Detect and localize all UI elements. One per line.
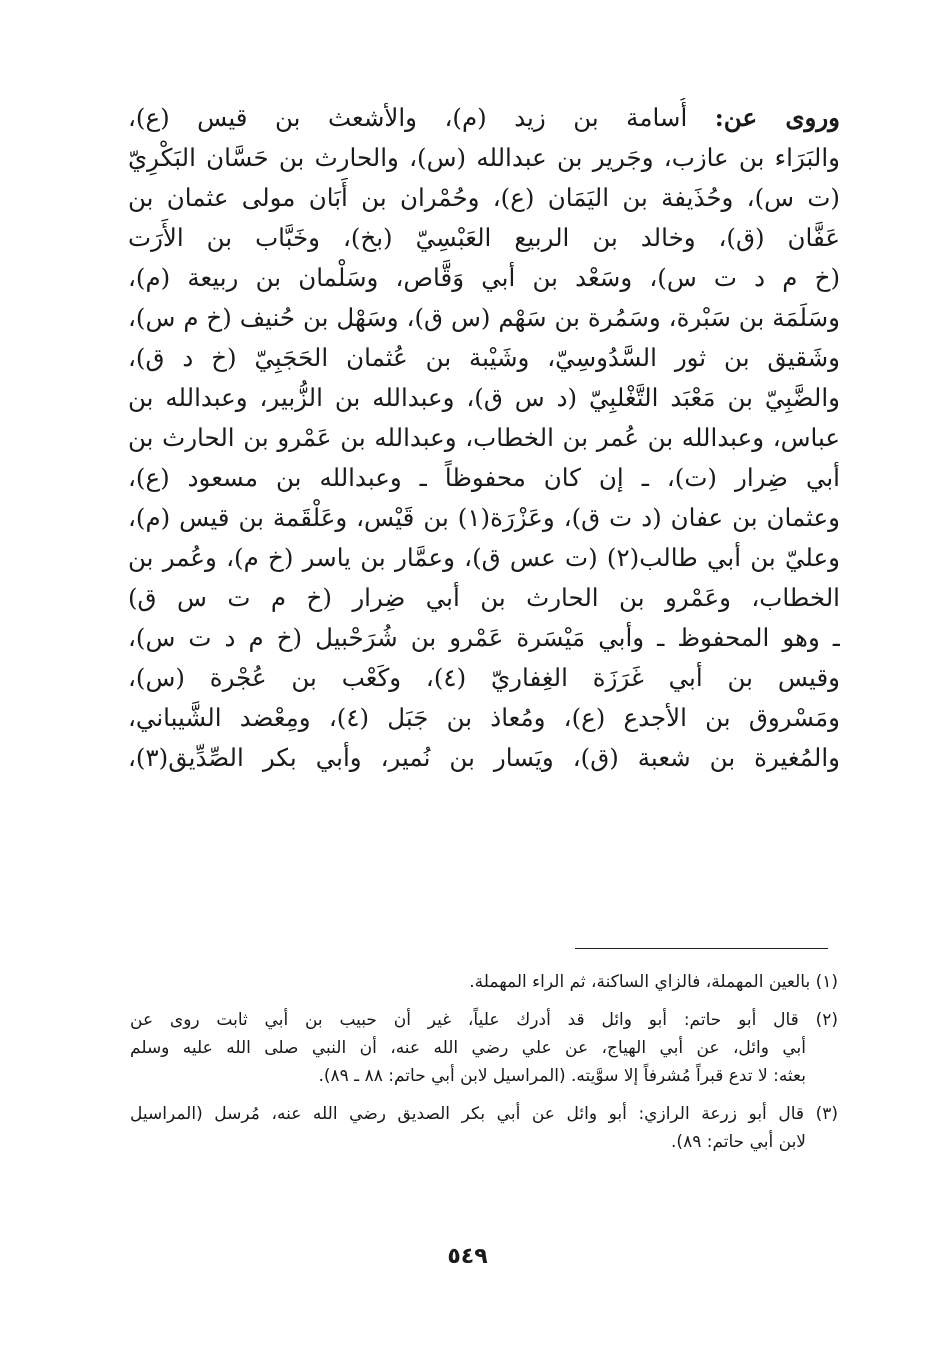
footnote-1 <box>130 968 838 996</box>
footnote-2 <box>130 1006 838 1090</box>
footnote-line: (٢) قال أبو حاتم: أبو وائل قد أدرك علياً، غير أن حبيب بن أبي ثابت روى عن <box>130 1010 838 1030</box>
text-line: وسَلَمَة بن سَبْرة، وسَمُرة بن سَهْم (س ق)، وسَهْل بن حُنيف (خ م س)، <box>128 303 840 332</box>
text-line: والبَرَاء بن عازب، وجَرير بن عبدالله (س)، والحارث بن حَسَّان البَكْرِيّ <box>128 143 840 172</box>
footnote-line: أبي وائل، عن أبي الهياج، عن علي رضي الله عنه، أن النبي صلى الله عليه وسلم <box>130 1038 806 1058</box>
text-line: (خ م د ت س)، وسَعْد بن أبي وَقَّاص، وسَلْمان بن ربيعة (م)، <box>128 263 840 292</box>
text-line <box>128 98 840 138</box>
text-line: ـ وهو المحفوظ ـ وأبي مَيْسَرة عَمْرو بن شُرَحْبيل (خ م د ت س)، <box>128 623 840 652</box>
footnote-line: لابن أبي حاتم: ٨٩). <box>671 1132 806 1152</box>
footnote-divider <box>575 948 828 949</box>
footnote-line: بعثه: لا تدع قبراً مُشرفاً إلا سوَّيته. (المراسيل لابن أبي حاتم: ٨٨ ـ ٨٩). <box>318 1066 806 1086</box>
text-line: وشَقيق بن ثور السَّدُوسِيّ، وشَيْبة بن عُثمان الحَجَبِيّ (خ د ق)، <box>128 343 840 372</box>
footnotes-block <box>130 968 838 1162</box>
text-line: الخطاب، وعَمْرو بن الحارث بن أبي ضِرار (خ م ت س ق) <box>128 583 840 612</box>
text-line: وعليّ بن أبي طالب(٢) (ت عس ق)، وعمَّار بن ياسر (خ م)، وعُمر بن <box>128 543 840 572</box>
text-line: والضَّبِيّ بن مَعْبَد التَّغْلبِيّ (د س ق)، وعبدالله بن الزُّبير، وعبدالله بن <box>128 383 840 412</box>
text-line: ومَسْروق بن الأجدع (ع)، ومُعاذ بن جَبَل (٤)، ومِعْضد الشَّيباني، <box>128 703 840 732</box>
footnote-3 <box>130 1100 838 1156</box>
text-line: أبي ضِرار (ت)، ـ إن كان محفوظاً ـ وعبدالله بن مسعود (ع)، <box>128 463 840 492</box>
main-text-block <box>128 98 840 778</box>
text-line: وعثمان بن عفان (د ت ق)، وعَزْرَة(١) بن قَيْس، وعَلْقَمة بن قيس (م)، <box>128 503 840 532</box>
page-number: ٥٤٩ <box>447 1244 488 1269</box>
text-line: عباس، وعبدالله بن عُمر بن الخطاب، وعبدالله بن عَمْرو بن الحارث بن <box>128 423 840 452</box>
footnote-line: (٣) قال أبو زرعة الرازي: أبو وائل عن أبي بكر الصديق رضي الله عنه، مُرسل (المراسيل <box>130 1104 838 1124</box>
lead-phrase: وروى عن: <box>714 103 840 132</box>
text-line: وقيس بن أبي غَرَزَة الغِفاريّ (٤)، وكَعْب بن عُجْرة (س)، <box>128 663 840 692</box>
footnote-line: (١) بالعين المهملة، فالزاي الساكنة، ثم الراء المهملة. <box>469 972 838 992</box>
text-line: والمُغيرة بن شعبة (ق)، ويَسار بن نُمير، وأبي بكر الصِّدِّيق(٣)، <box>128 743 840 772</box>
text-line: (ت س)، وحُذَيفة بن اليَمَان (ع)، وحُمْران بن أَبَان مولى عثمان بن <box>128 183 840 212</box>
text-line: عَفَّان (ق)، وخالد بن الربيع العَبْسِيّ (بخ)، وخَبَّاب بن الأَرَت <box>128 223 840 252</box>
text-line-content: أُسامة بن زيد (م)، والأشعث بن قيس (ع)، <box>128 103 715 132</box>
